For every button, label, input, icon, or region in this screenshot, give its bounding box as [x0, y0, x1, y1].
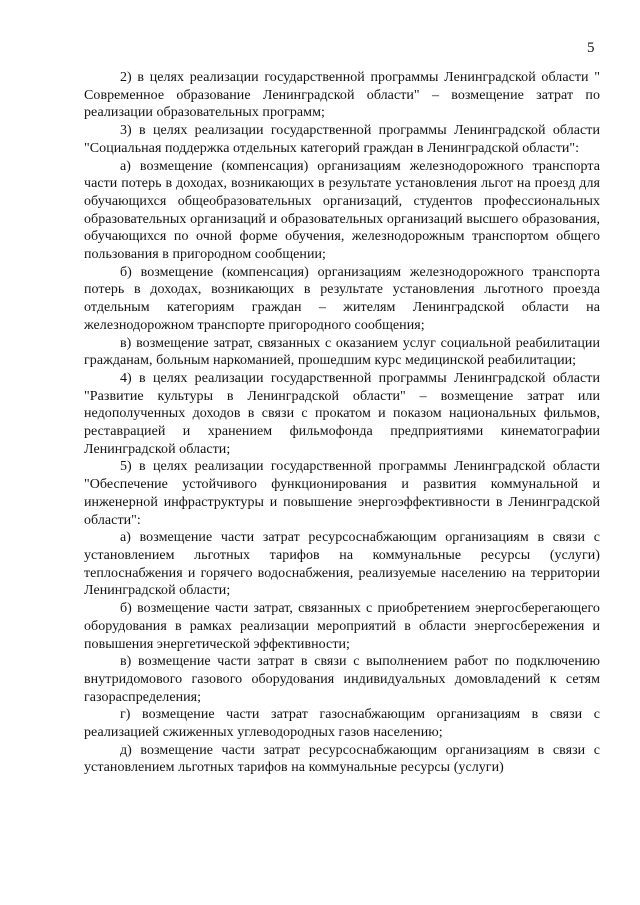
- paragraph-subitem-5a: а) возмещение части затрат ресурсоснабжающим организациям в связи с установлением льготных тарифов на коммунальные ресурсы (услуги) теплоснабжения и горячего водоснабжения, реализуемые населению на территории Ленинградской области;: [84, 530, 600, 599]
- paragraph-subitem-3a: а) возмещение (компенсация) организациям железнодорожного транспорта части потерь в доходах, возникающих в результате установления льгот на проезд для обучающихся общеобразовательных организаций, студентов профессиональных образовательных организаций и образовательных организаций высшего образования, обучающихся по очной форме обучения, железнодорожным транспортом общего пользования в пригородном сообщении;: [84, 158, 600, 263]
- document-body: [84, 69, 600, 777]
- paragraph-subitem-5v: в) возмещение части затрат в связи с выполнением работ по подключению внутридомового газового оборудования индивидуальных домовладений к сетям газораспределения;: [84, 654, 600, 705]
- paragraph-item-5: 5) в целях реализации государственной программы Ленинградской области "Обеспечение устойчивого функционирования и развития коммунальной и инженерной инфраструктуры и повышение энергоэффективности в Ленинградской области":: [84, 459, 600, 528]
- paragraph-item-4: 4) в целях реализации государственной программы Ленинградской области "Развитие культуры в Ленинградской области" – возмещение затрат или недополученных доходов в связи с прокатом и показом национальных фильмов, реставрацией и хранением фильмофонда предприятиями кинематографии Ленинградской области;: [84, 370, 600, 457]
- paragraph-item-2: 2) в целях реализации государственной программы Ленинградской области " Современное образование Ленинградской области" – возмещение затрат по реализации образовательных программ;: [84, 70, 600, 121]
- paragraph-subitem-3b: б) возмещение (компенсация) организациям железнодорожного транспорта потерь в доходах, возникающих в результате установления льготного проезда отдельным категориям граждан – жителям Ленинградской области на железнодорожном транспорте пригородного сообщения;: [84, 264, 600, 333]
- paragraph-subitem-3v: в) возмещение затрат, связанных с оказанием услуг социальной реабилитации гражданам, больным наркоманией, прошедшим курс медицинской реабилитации;: [84, 335, 600, 369]
- paragraph-subitem-5g: г) возмещение части затрат газоснабжающим организациям в связи с реализацией сжиженных углеводородных газов населению;: [84, 707, 600, 741]
- paragraph-subitem-5b: б) возмещение части затрат, связанных с приобретением энергосберегающего оборудования в рамках реализации мероприятий в области энергосбережения и повышения энергетической эффективности;: [84, 601, 600, 652]
- paragraph-item-3: 3) в целях реализации государственной программы Ленинградской области "Социальная поддержка отдельных категорий граждан в Ленинградской области":: [84, 123, 600, 156]
- page-number: 5: [587, 40, 595, 56]
- paragraph-subitem-5d: д) возмещение части затрат ресурсоснабжающим организациям в связи с установлением льготных тарифов на коммунальные ресурсы (услуги): [84, 742, 600, 776]
